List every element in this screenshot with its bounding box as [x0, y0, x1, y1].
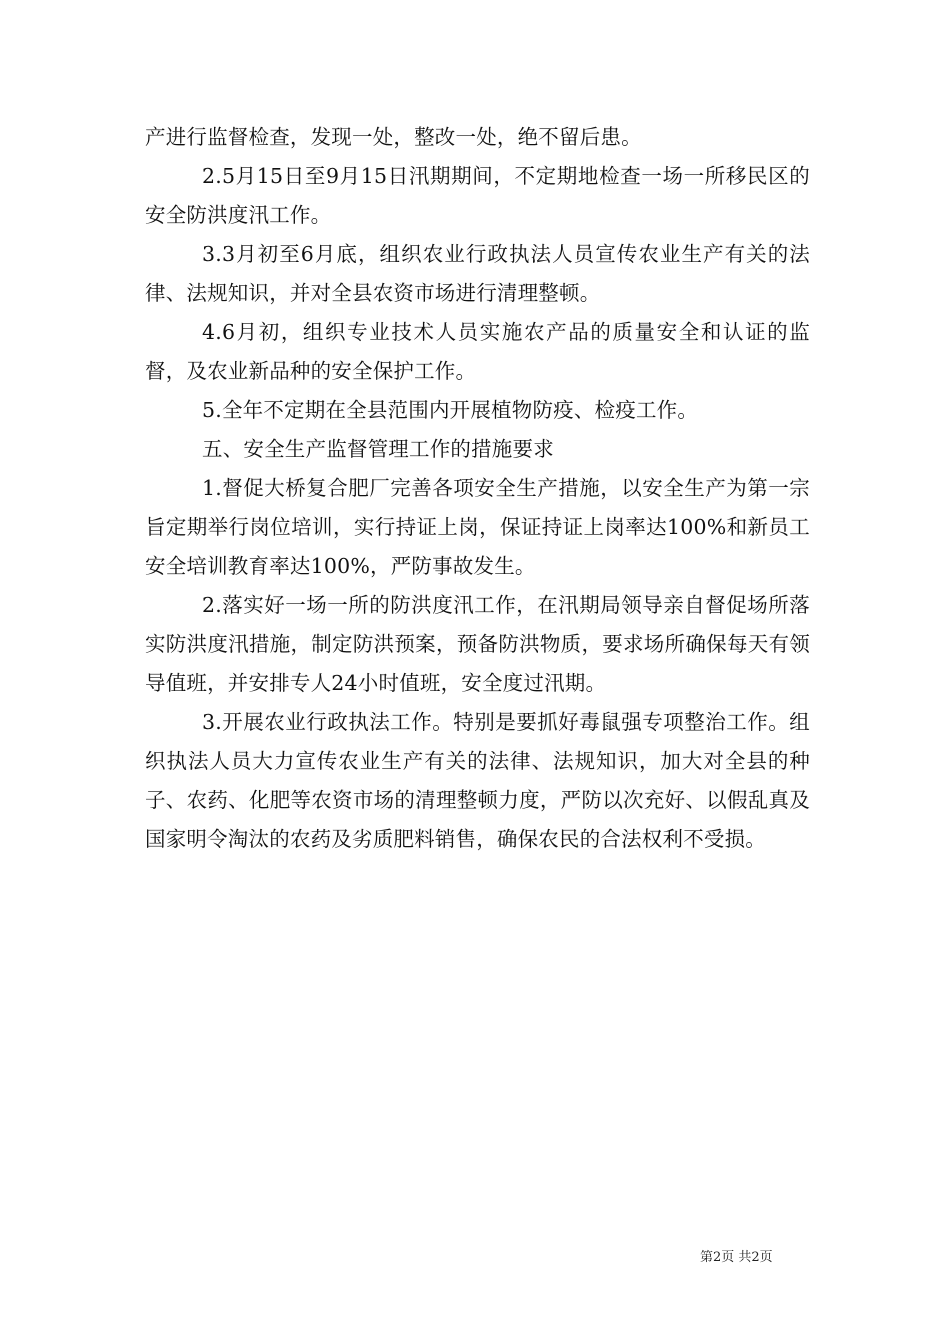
paragraph-continuation: 产进行监督检查，发现一处，整改一处，绝不留后患。 [145, 125, 642, 149]
paragraph-item-4: 4.6月初，组织专业技术人员实施农产品的质量安全和认证的监督，及农业新品种的安全保护工作。 [145, 320, 810, 383]
measure-item-2: 2.落实好一场一所的防洪度汛工作，在汛期局领导亲自督促场所落实防洪度汛措施，制定防洪预案，预备防洪物质，要求场所确保每天有领导值班，并安排专人24小时值班，安全度过汛期。 [145, 593, 810, 695]
measure-item-1: 1.督促大桥复合肥厂完善各项安全生产措施，以安全生产为第一宗旨定期举行岗位培训，实行持证上岗，保证持证上岗率达100%和新员工安全培训教育率达100%，严防事故发生。 [145, 476, 810, 578]
document-body [145, 118, 810, 859]
section-heading: 五、安全生产监督管理工作的措施要求 [202, 437, 554, 461]
paragraph-item-5: 5.全年不定期在全县范围内开展植物防疫、检疫工作。 [202, 398, 699, 422]
paragraph-item-2: 2.5月15日至9月15日汛期期间，不定期地检查一场一所移民区的安全防洪度汛工作。 [145, 164, 810, 227]
paragraph-item-3: 3.3月初至6月底，组织农业行政执法人员宣传农业生产有关的法律、法规知识，并对全县农资市场进行清理整顿。 [145, 242, 810, 305]
page-number-footer: 第2页 共2页 [700, 1250, 773, 1265]
measure-item-3: 3.开展农业行政执法工作。特别是要抓好毒鼠强专项整治工作。组织执法人员大力宣传农业生产有关的法律、法规知识，加大对全县的种子、农药、化肥等农资市场的清理整顿力度，严防以次充好、以假乱真及国家明令淘汰的农药及劣质肥料销售，确保农民的合法权利不受损。 [145, 710, 810, 851]
